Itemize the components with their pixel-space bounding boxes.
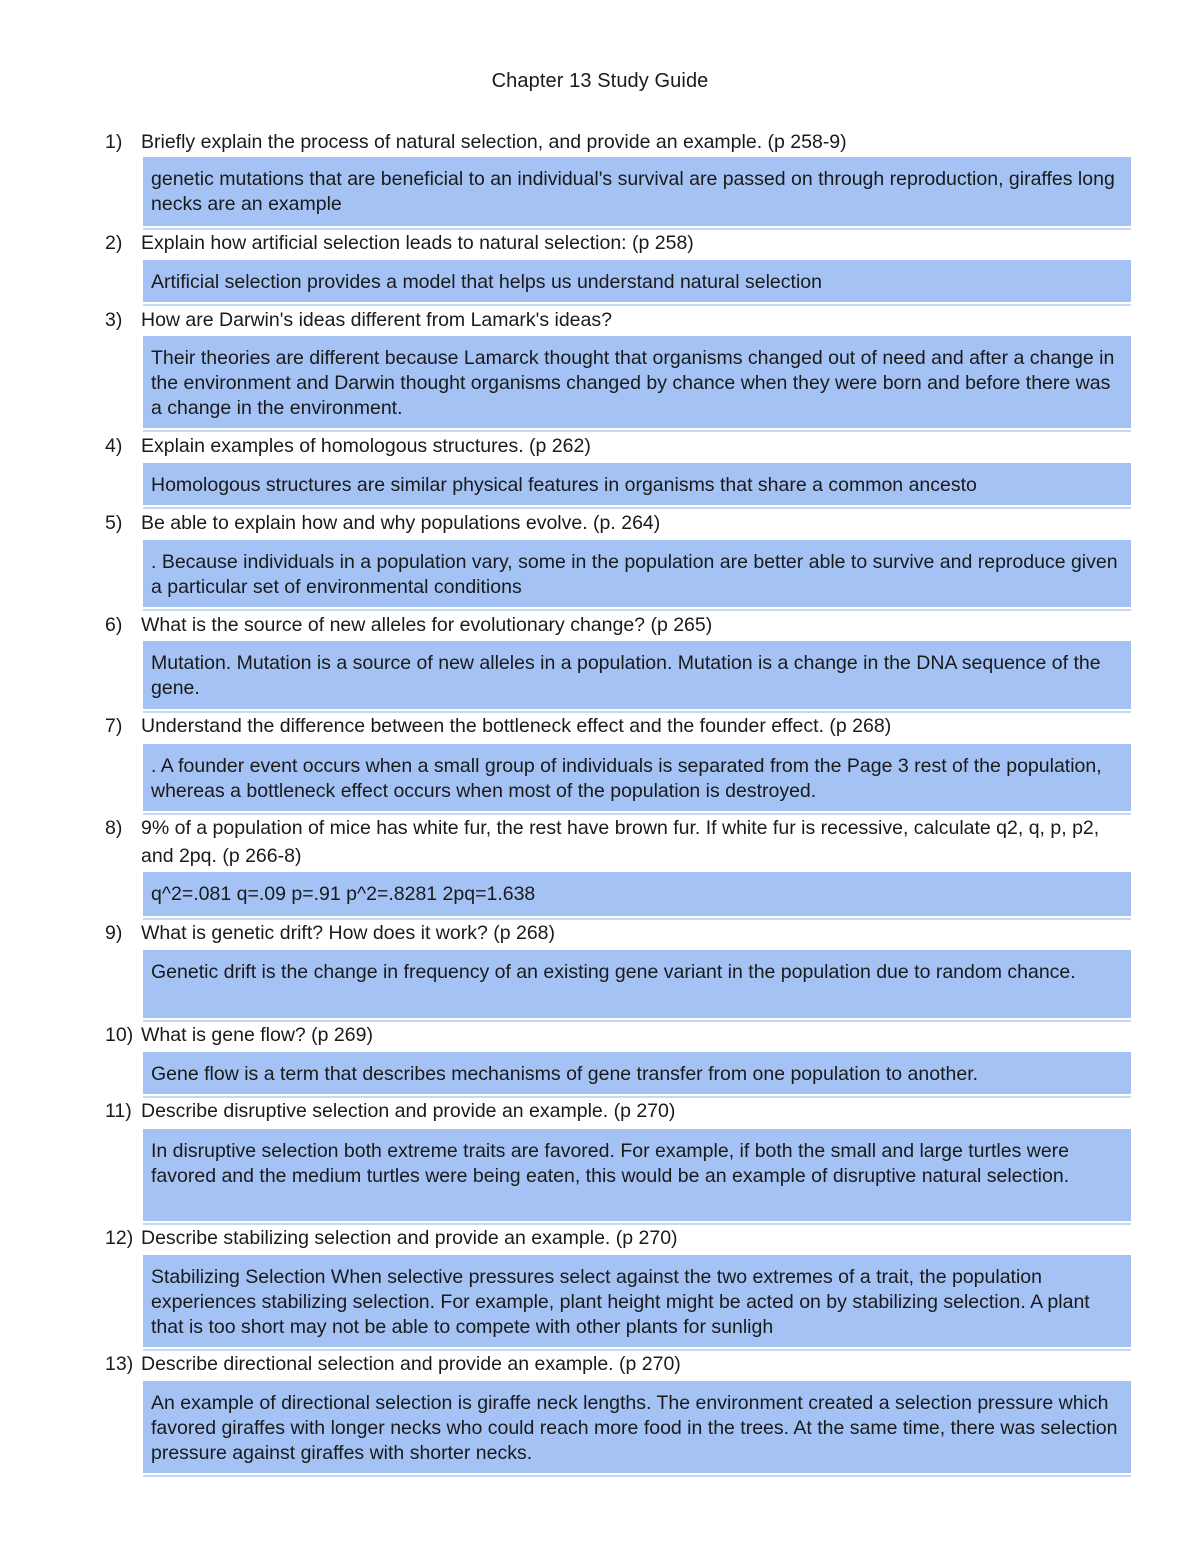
question-text: How are Darwin's ideas different from Lamark's ideas? xyxy=(141,309,612,331)
answer-field-10[interactable]: Gene flow is a term that describes mechanisms of gene transfer from one population to another. xyxy=(143,1052,1131,1096)
question-number: 5) xyxy=(105,512,123,534)
answer-field-4[interactable]: Homologous structures are similar physical features in organisms that share a common ancesto xyxy=(143,463,1131,507)
question-number: 3) xyxy=(105,309,123,331)
question-number: 1) xyxy=(105,131,123,153)
question-6 xyxy=(105,611,1135,639)
question-text: 9% of a population of mice has white fur, the rest have brown fur. If white fur is recessive, calculate q2, q, p, p2, and 2pq. (p 266-8) xyxy=(141,817,1100,867)
question-11 xyxy=(105,1097,1135,1125)
question-text: Describe stabilizing selection and provide an example. (p 270) xyxy=(141,1227,678,1249)
question-number: 2) xyxy=(105,232,123,254)
question-12 xyxy=(105,1224,1135,1252)
question-9 xyxy=(105,919,1135,947)
answer-field-1[interactable]: genetic mutations that are beneficial to an individual's survival are passed on through reproduction, giraffes long necks are an example xyxy=(143,157,1131,228)
question-text: What is genetic drift? How does it work? (p 268) xyxy=(141,922,556,944)
question-number: 6) xyxy=(105,614,123,636)
answer-field-8[interactable]: q^2=.081 q=.09 p=.91 p^2=.8281 2pq=1.638 xyxy=(143,872,1131,918)
question-number: 13) xyxy=(105,1353,134,1375)
question-4 xyxy=(105,432,1135,460)
question-text: Explain how artificial selection leads to natural selection: (p 258) xyxy=(141,232,694,254)
answer-field-2[interactable]: Artificial selection provides a model that helps us understand natural selection xyxy=(143,260,1131,304)
question-number: 12) xyxy=(105,1227,134,1249)
question-text: What is the source of new alleles for evolutionary change? (p 265) xyxy=(141,614,713,636)
question-2 xyxy=(105,229,1135,257)
question-number: 10) xyxy=(105,1024,134,1046)
answer-field-9[interactable]: Genetic drift is the change in frequency of an existing gene variant in the population due to random chance. xyxy=(143,950,1131,1020)
question-5 xyxy=(105,509,1135,537)
answer-field-3[interactable]: Their theories are different because Lamarck thought that organisms changed out of need and after a change in the environment and Darwin thought organisms changed by chance when they were born and before there was a change in the environment. xyxy=(143,336,1131,430)
question-text: Describe disruptive selection and provide an example. (p 270) xyxy=(141,1100,676,1122)
question-number: 9) xyxy=(105,922,123,944)
question-10 xyxy=(105,1021,1135,1049)
question-text: Explain examples of homologous structures. (p 262) xyxy=(141,435,591,457)
answer-field-12[interactable]: Stabilizing Selection When selective pressures select against the two extremes of a trait, the population experiences stabilizing selection. For example, plant height might be acted on by stabilizing selection. A plant that is too short may not be able to compete with other plants for sunligh xyxy=(143,1255,1131,1349)
page-title: Chapter 13 Study Guide xyxy=(491,70,709,92)
question-text: What is gene flow? (p 269) xyxy=(141,1024,373,1046)
question-number: 7) xyxy=(105,715,123,737)
question-number: 4) xyxy=(105,435,123,457)
answer-field-6[interactable]: Mutation. Mutation is a source of new alleles in a population. Mutation is a change in the DNA sequence of the gene. xyxy=(143,641,1131,711)
question-3 xyxy=(105,306,1135,334)
question-1 xyxy=(105,128,1135,156)
answer-field-7[interactable]: . A founder event occurs when a small group of individuals is separated from the Page 3 rest of the population, whereas a bottleneck effect occurs when most of the population is destroyed. xyxy=(143,744,1131,813)
answer-field-5[interactable]: . Because individuals in a population vary, some in the population are better able to survive and reproduce given a particular set of environmental conditions xyxy=(143,540,1131,609)
question-7 xyxy=(105,712,1135,740)
question-8 xyxy=(105,814,1135,870)
question-number: 11) xyxy=(105,1100,132,1122)
answer-field-11[interactable]: In disruptive selection both extreme traits are favored. For example, if both the small and large turtles were favored and the medium turtles were being eaten, this would be an example of disruptive natural selection. xyxy=(143,1129,1131,1223)
question-text: Describe directional selection and provide an example. (p 270) xyxy=(141,1353,681,1375)
question-text: Briefly explain the process of natural selection, and provide an example. (p 258-9) xyxy=(141,131,847,153)
answer-field-13[interactable]: An example of directional selection is giraffe neck lengths. The environment created a selection pressure which favored giraffes with longer necks who could reach more food in the trees. At the same time, there was selection pressure against giraffes with shorter necks. xyxy=(143,1381,1131,1475)
question-text: Understand the difference between the bottleneck effect and the founder effect. (p 268) xyxy=(141,715,892,737)
question-text: Be able to explain how and why populations evolve. (p. 264) xyxy=(141,512,661,534)
question-13 xyxy=(105,1350,1135,1378)
question-number: 8) xyxy=(105,817,123,839)
